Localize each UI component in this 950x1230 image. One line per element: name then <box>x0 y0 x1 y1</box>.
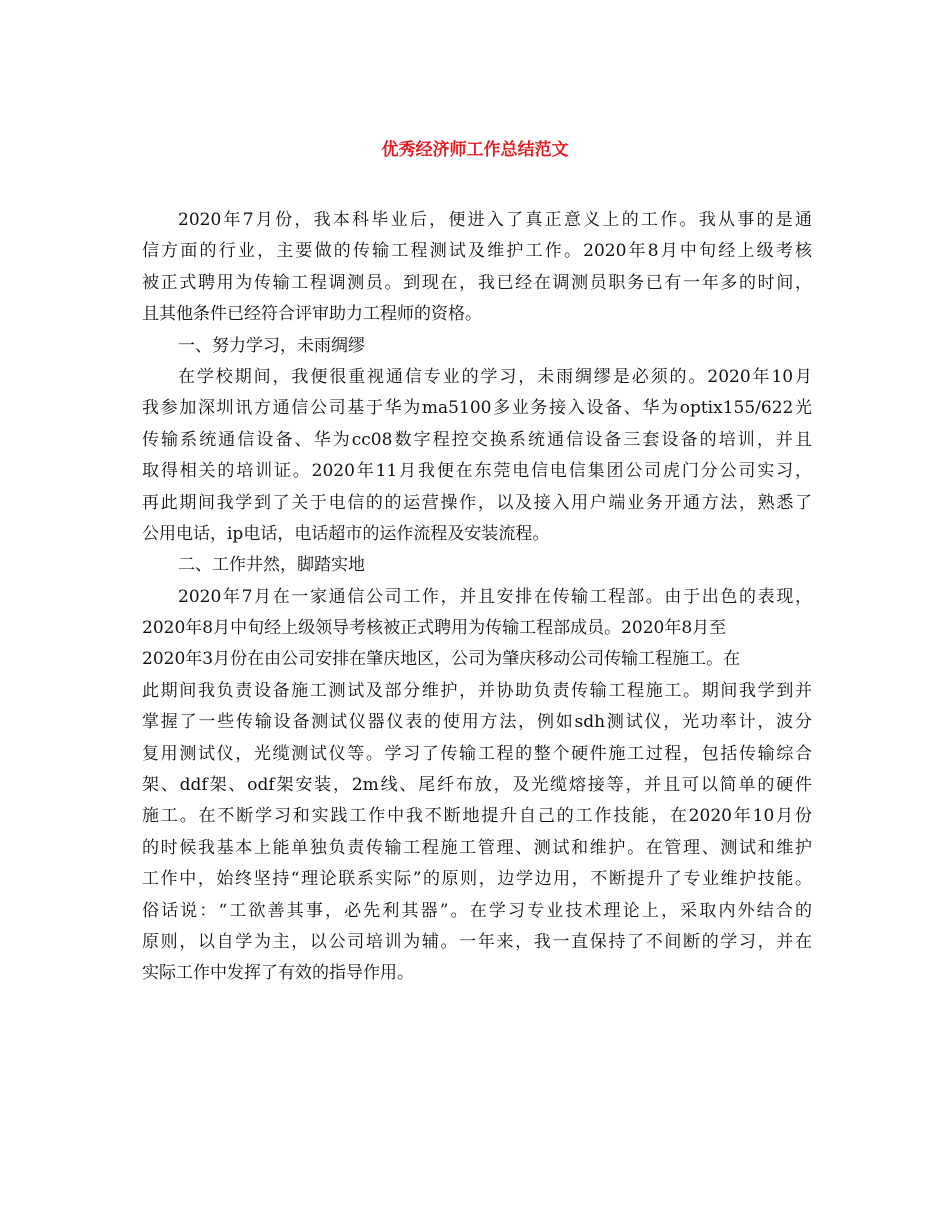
text-line: 原则，以自学为主，以公司培训为辅。一年来，我一直保持了不间断的学习，并在 <box>142 931 812 952</box>
document-title: 优秀经济师工作总结范文 <box>381 140 569 160</box>
text-line: 公用电话，ip电话，电话超市的运作流程及安装流程。 <box>142 523 550 544</box>
text-line: 取得相关的培训证。2020年11月我便在东莞电信电信集团公司虎门分公司实习， <box>142 461 812 482</box>
text-line: 复用测试仪，光缆测试仪等。学习了传输工程的整个硬件施工过程，包括传输综合 <box>142 743 812 764</box>
text-line: 2020年7月份，我本科毕业后，便进入了真正意义上的工作。我从事的是通 <box>178 210 812 230</box>
text-line: 实际工作中发挥了有效的指导作用。 <box>142 963 414 984</box>
text-line: 再此期间我学到了关于电信的的运营操作，以及接入用户端业务开通方法，熟悉了 <box>142 492 812 513</box>
text-line: 传输系统通信设备、华为cc08数字程控交换系统通信设备三套设备的培训，并且 <box>142 429 812 450</box>
text-line: 俗话说：“工欲善其事，必先利其器”。在学习专业技术理论上，采取内外结合的 <box>142 900 812 921</box>
text-line: 我参加深圳讯方通信公司基于华为ma5100多业务接入设备、华为optix155/622光 <box>142 398 812 419</box>
text-line: 2020年8月中旬经上级领导考核被正式聘用为传输工程部成员。2020年8月至 <box>142 618 727 639</box>
text-line: 的时候我基本上能单独负责传输工程施工管理、测试和维护。在管理、测试和维护 <box>142 837 812 858</box>
text-line: 工作中，始终坚持“理论联系实际”的原则，边学边用，不断提升了专业维护技能。 <box>142 869 812 890</box>
text-line: 一、努力学习，未雨绸缪 <box>178 335 365 356</box>
text-line: 二、工作井然，脚踏实地 <box>178 555 365 576</box>
text-line: 在学校期间，我便很重视通信专业的学习，未雨绸缪是必须的。2020年10月 <box>178 366 812 387</box>
text-line: 信方面的行业，主要做的传输工程测试及维护工作。2020年8月中旬经上级考核 <box>142 241 812 262</box>
text-line: 架、ddf架、odf架安装，2m线、尾纤布放，及光缆熔接等，并且可以简单的硬件 <box>142 775 812 796</box>
document-body <box>142 205 812 990</box>
text-line: 2020年3月份在由公司安排在肇庆地区，公司为肇庆移动公司传输工程施工。在 <box>142 649 741 670</box>
text-line: 2020年7月在一家通信公司工作，并且安排在传输工程部。由于出色的表现， <box>178 586 812 607</box>
text-line: 此期间我负责设备施工测试及部分维护，并协助负责传输工程施工。期间我学到并 <box>142 680 812 701</box>
text-line: 且其他条件已经符合评审助力工程师的资格。 <box>142 304 482 325</box>
text-line: 被正式聘用为传输工程调测员。到现在，我已经在调测员职务已有一年多的时间， <box>142 272 812 293</box>
text-line: 掌握了一些传输设备测试仪器仪表的使用方法，例如sdh测试仪，光功率计，波分 <box>142 712 812 733</box>
text-line: 施工。在不断学习和实践工作中我不断地提升自己的工作技能，在2020年10月份 <box>142 806 812 827</box>
